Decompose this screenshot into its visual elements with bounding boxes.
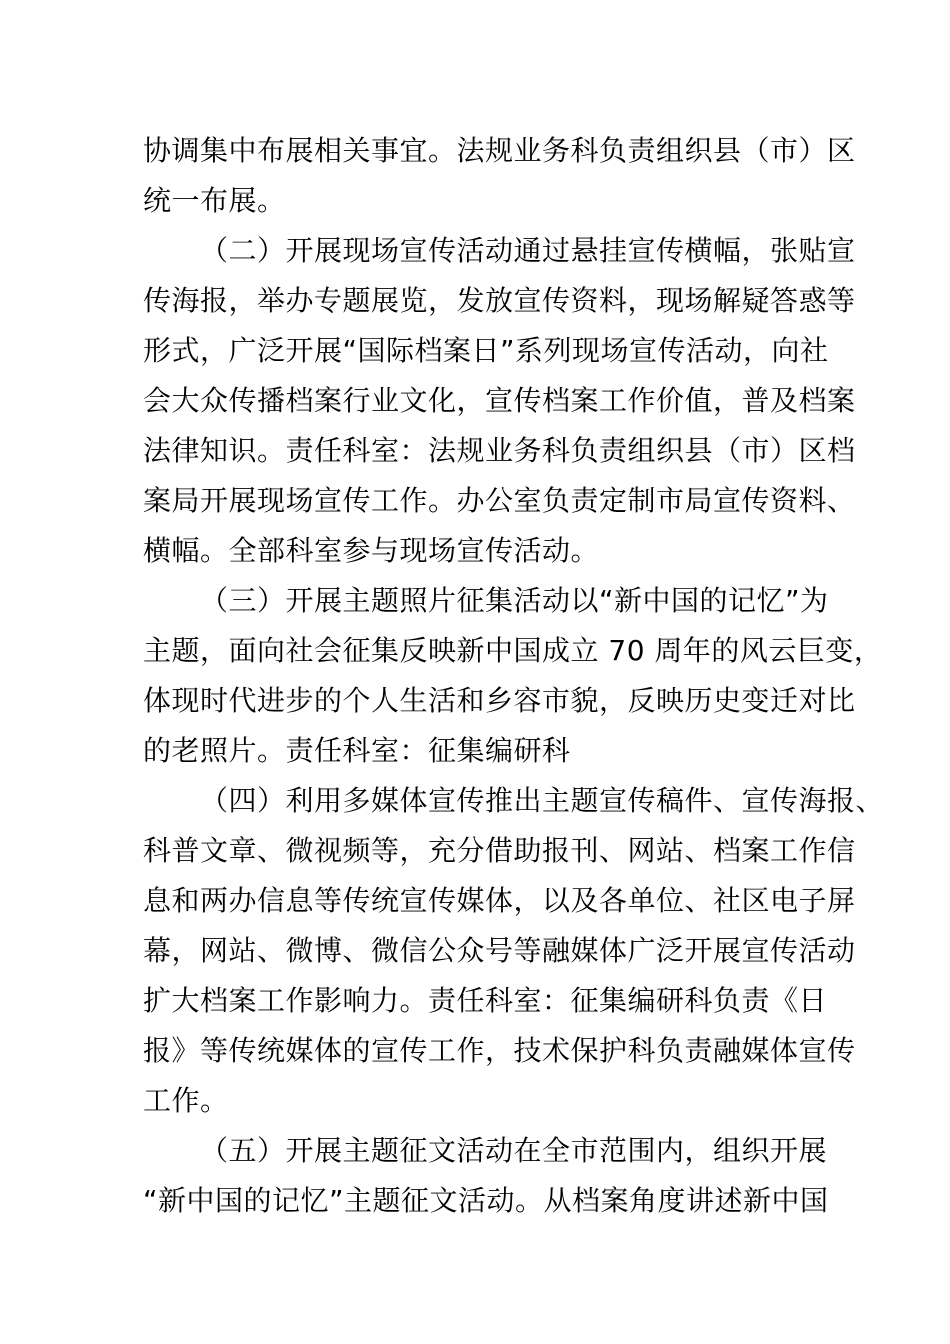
section-heading-line: （三）开展主题照片征集活动以“新中国的记忆”为 bbox=[200, 584, 829, 617]
text-line: 案局开展现场宣传工作。办公室负责定制市局宣传资料、 bbox=[143, 484, 856, 517]
text-line: 工作。 bbox=[143, 1084, 229, 1117]
text-line: 传海报，举办专题展览，发放宣传资料，现场解疑答惑等 bbox=[143, 284, 856, 317]
text-line: 的老照片。责任科室：征集编研科 bbox=[143, 734, 571, 767]
text-line: 主题，面向社会征集反映新中国成立 70 周年的风云巨变， bbox=[143, 634, 883, 667]
text-line: “新中国的记忆”主题征文活动。从档案角度讲述新中国 bbox=[143, 1184, 829, 1217]
text-line: 体现时代进步的个人生活和乡容市貌，反映历史变迁对比 bbox=[143, 684, 856, 717]
text-line: 协调集中布展相关事宜。法规业务科负责组织县（市）区 bbox=[143, 134, 856, 167]
text-line: 科普文章、微视频等，充分借助报刊、网站、档案工作信 bbox=[143, 834, 856, 867]
text-line: 扩大档案工作影响力。责任科室：征集编研科负责《日 bbox=[143, 984, 828, 1017]
section-heading-line: （五）开展主题征文活动在全市范围内，组织开展 bbox=[200, 1134, 828, 1167]
text-line: 形式，广泛开展“国际档案日”系列现场宣传活动，向社 bbox=[143, 334, 829, 367]
text-line: 幕，网站、微博、微信公众号等融媒体广泛开展宣传活动 bbox=[143, 934, 856, 967]
text-line: 统一布展。 bbox=[143, 184, 286, 217]
text-line: 横幅。全部科室参与现场宣传活动。 bbox=[143, 534, 600, 567]
section-heading-line: （四）利用多媒体宣传推出主题宣传稿件、宣传海报、 bbox=[200, 784, 885, 817]
text-line: 法律知识。责任科室：法规业务科负责组织县（市）区档 bbox=[143, 434, 856, 467]
section-heading-line: （二）开展现场宣传活动通过悬挂宣传横幅，张贴宣 bbox=[200, 234, 856, 267]
text-line: 会大众传播档案行业文化，宣传档案工作价值，普及档案 bbox=[143, 384, 856, 417]
text-line: 报》等传统媒体的宣传工作，技术保护科负责融媒体宣传 bbox=[143, 1034, 856, 1067]
text-line: 息和两办信息等传统宣传媒体，以及各单位、社区电子屏 bbox=[143, 884, 856, 917]
